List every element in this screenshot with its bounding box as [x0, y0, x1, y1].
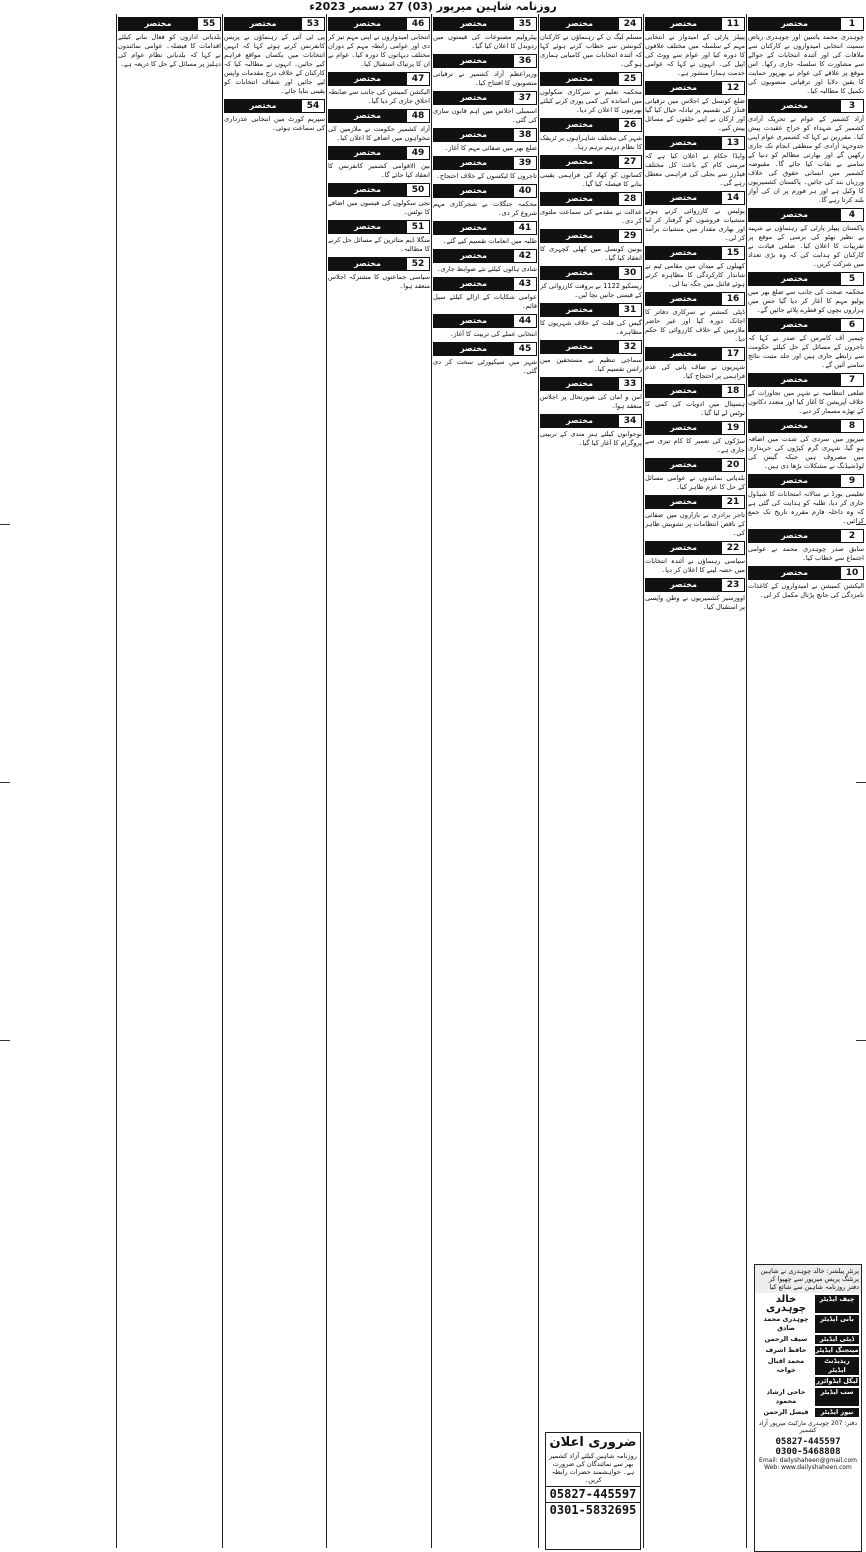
story-tag	[645, 384, 745, 398]
story-number: 51	[406, 221, 429, 233]
story-text: انتخابی امیدواروں نے اپنی مہم تیز کر دی اور عوامی رابطہ مہم کے دوران مختلف دیہاتوں کا دورہ کیا۔ عوام نے ان کا پرتپاک استقبال کیا۔	[328, 33, 430, 68]
story-tag	[540, 377, 642, 391]
story-text: ضلعی انتظامیہ نے شہر میں تجاوزات کے خلاف آپریشن کا آغاز کیا اور متعدد دکانوں کے تھڑے مسمار کر دیے۔	[748, 389, 864, 415]
story-text: تاجروں کا ٹیکسوں کے خلاف احتجاج۔	[436, 172, 537, 180]
story-tag	[433, 184, 537, 198]
story-number: 4	[840, 209, 863, 221]
story-tag	[328, 257, 430, 271]
story-tag	[540, 303, 642, 317]
masthead-printer-line: پرنٹر پبلشر: خالد چوہدری نے شاہین پرنٹنگ پریس میرپور سے چھپوا کر دفتر روزنامہ شاہین سے شائع کیا	[755, 1265, 861, 1293]
story-label: مختصر	[541, 18, 618, 30]
story-label: مختصر	[434, 157, 513, 169]
story-tag	[540, 229, 642, 243]
story-label: مختصر	[749, 420, 840, 432]
story-tag	[540, 414, 642, 428]
staff-role: نیوز ایڈیٹر	[815, 1408, 859, 1417]
story-text: اسمبلی اجلاس میں اہم قانون سازی کی گئی۔	[433, 107, 537, 124]
story-number: 21	[721, 496, 744, 508]
story-tag	[433, 54, 537, 68]
story-tag	[748, 272, 864, 286]
story-text: سپریم کورٹ میں انتخابی عذرداری کی سماعت ہوئی۔	[224, 115, 325, 132]
story-tag	[540, 72, 642, 86]
story-number: 9	[840, 475, 863, 487]
story-text: شادی ہالوں کیلئے نئے ضوابط جاری۔	[436, 265, 537, 273]
story-label: مختصر	[329, 110, 406, 122]
story-label: مختصر	[541, 119, 618, 131]
column-rule	[431, 14, 432, 1548]
story-label: مختصر	[541, 378, 618, 390]
story-tag	[748, 474, 864, 488]
story-number: 10	[840, 567, 863, 579]
story-tag	[328, 17, 430, 31]
story-label: مختصر	[541, 193, 618, 205]
story-tag	[433, 221, 537, 235]
story-label: مختصر	[329, 73, 406, 85]
column-rule	[326, 14, 327, 1548]
story-label: مختصر	[646, 293, 721, 305]
story-text: ڈپٹی کمشنر نے سرکاری دفاتر کا اچانک دورہ کیا اور غیر حاضر ملازمین کے خلاف کارروائی کا حکم دیا۔	[645, 308, 745, 343]
story-tag	[540, 266, 642, 280]
story-number: 44	[513, 315, 536, 327]
story-number: 26	[618, 119, 641, 131]
masthead-staff-row	[757, 1377, 859, 1386]
story-label: مختصر	[329, 18, 406, 30]
story-text: پیٹرولیم مصنوعات کی قیمتوں میں ردوبدل کا اعلان کیا گیا۔	[433, 33, 537, 50]
story-number: 29	[618, 230, 641, 242]
story-tag	[645, 292, 745, 306]
masthead-staff-row	[757, 1357, 859, 1375]
story-label: مختصر	[434, 250, 513, 262]
ad-title: ضروری اعلان	[549, 1435, 637, 1450]
story-label: مختصر	[646, 192, 721, 204]
story-label: مختصر	[329, 147, 406, 159]
staff-role: ڈپٹی ایڈیٹر	[815, 1335, 859, 1344]
story-number: 48	[406, 110, 429, 122]
story-text: بلدیاتی اداروں کو فعال بنانے کیلئے اقدامات کا فیصلہ۔ عوامی نمائندوں نے کہا کہ بلدیاتی نظام عوام کی دہلیز پر مسائل کے حل کا ذریعہ ہے۔	[118, 33, 221, 68]
story-text: بلدیاتی نمائندوں نے عوامی مسائل کے حل کا عزم ظاہر کیا۔	[645, 474, 745, 491]
story-text: اوورسیز کشمیریوں نے وطن واپسی پر استقبال کیا۔	[645, 594, 745, 611]
story-tag	[328, 109, 430, 123]
story-text: وزیراعظم آزاد کشمیر نے ترقیاتی منصوبوں کا افتتاح کیا۔	[433, 70, 537, 87]
column-6	[224, 14, 325, 1548]
story-text: تعلیمی بورڈ نے سالانہ امتحانات کا شیڈول جاری کر دیا، طلبہ کو ہدایت کی گئی ہے کہ وہ داخلہ فارم مقررہ تاریخ تک جمع کرائیں۔	[748, 490, 864, 525]
story-number: 30	[618, 267, 641, 279]
story-number: 11	[721, 18, 744, 30]
story-number: 27	[618, 156, 641, 168]
story-text: سڑکوں کی تعمیر کا کام تیزی سے جاری ہے۔	[645, 437, 745, 454]
story-text: تاجر برادری نے بازاروں میں صفائی کے ناقص انتظامات پر تشویش ظاہر کی۔	[645, 511, 745, 537]
story-tag	[433, 314, 537, 328]
column-rule	[116, 14, 117, 1548]
story-label: مختصر	[434, 18, 513, 30]
story-label: مختصر	[749, 209, 840, 221]
story-number: 17	[721, 348, 744, 360]
story-text: محکمہ جنگلات نے شجرکاری مہم شروع کر دی۔	[433, 200, 537, 217]
story-text: الیکشن کمیشن نے امیدواروں کے کاغذات نامزدگی کی جانچ پڑتال مکمل کر لی۔	[748, 582, 864, 599]
story-text: چوہدری محمد یاسین اور چوہدری ریاض سمیت انتخابی امیدواروں نے کارکنان سے ملاقات کی اور آئندہ انتخابات کے حوالے سے مشاورت کا سلسلہ جاری رکھا۔ اس موقع پر علاقے کی عوام نے بھرپور حمایت کا یقین دلایا اور ترقیاتی منصوبوں کی تکمیل کا مطالبہ کیا۔	[748, 33, 864, 95]
story-tag	[224, 17, 325, 31]
story-label: مختصر	[646, 18, 721, 30]
story-tag	[433, 128, 537, 142]
staff-role: ریذیڈنٹ ایڈیٹر	[815, 1357, 859, 1375]
story-tag	[433, 91, 537, 105]
story-label: مختصر	[646, 82, 721, 94]
story-text: نجی سکولوں کی فیسوں میں اضافے کا نوٹس۔	[328, 199, 430, 216]
story-number: 31	[618, 304, 641, 316]
staff-name: حافظ اشرف	[765, 1346, 807, 1354]
staff-role: سب ایڈیٹر	[815, 1388, 859, 1406]
story-text: آزاد کشمیر کے عوام نے تحریک آزادی کشمیر کے شہداء کو خراج عقیدت پیش کیا۔ مقررین نے کہا کہ کشمیری عوام اپنی جدوجہد آزادی کو منطقی انجام تک جاری رکھیں گے اور بھارتی مظالم کو دنیا کے سامنے بے نقاب کیا جائے گا۔ مقبوضہ کشمیر میں انسانی حقوق کی خلاف ورزیاں بند کی جائیں۔ پاکستان کشمیریوں کا وکیل ہے اور ہر فورم پر ان کی آواز بلند کرتا رہے گا۔	[748, 115, 864, 204]
story-text: چیمبر آف کامرس کے صدر نے کہا کہ تاجروں کے مسائل کے حل کیلئے حکومت سے رابطے جاری ہیں اور جلد مثبت نتائج سامنے آئیں گے۔	[748, 334, 864, 369]
masthead-phone-2: 0300-5468808	[775, 1447, 841, 1457]
story-label: مختصر	[541, 415, 618, 427]
story-label: مختصر	[646, 385, 721, 397]
story-tag	[328, 72, 430, 86]
story-number: 53	[301, 18, 324, 30]
story-text: سیاسی جماعتوں کا مشترکہ اجلاس منعقد ہوا۔	[328, 273, 430, 290]
story-tag	[748, 99, 864, 113]
story-label: مختصر	[749, 530, 840, 542]
story-label: مختصر	[646, 579, 721, 591]
story-label: مختصر	[119, 18, 197, 30]
staff-name	[757, 1377, 815, 1386]
story-tag	[645, 191, 745, 205]
column-rule	[746, 14, 747, 1548]
story-tag	[748, 208, 864, 222]
story-number: 43	[513, 278, 536, 290]
masthead-phone-1: 05827-445597	[775, 1437, 841, 1447]
story-text: پی ٹی آئی کے رہنماؤں نے پریس کانفرنس کرتے ہوئے کہا کہ انہیں انتخابات میں یکساں مواقع فراہم کیے جائیں۔ انہوں نے مطالبہ کیا کہ کارکنان کے خلاف درج مقدمات واپس لیے جائیں اور شفاف انتخابات کو یقینی بنایا جائے۔	[224, 33, 325, 95]
masthead-staff-row	[757, 1346, 859, 1355]
column-2	[645, 14, 745, 1548]
story-label: مختصر	[749, 374, 840, 386]
story-label: مختصر	[749, 18, 840, 30]
column-3	[540, 14, 642, 1548]
story-tag	[748, 566, 864, 580]
story-text: نوجوانوں کیلئے ہنر مندی کے تربیتی پروگرام کا آغاز کیا گیا۔	[540, 430, 642, 447]
story-number: 54	[301, 100, 324, 112]
story-number: 3	[840, 100, 863, 112]
story-number: 13	[721, 137, 744, 149]
story-text: پاکستان پیپلز پارٹی کے رہنماؤں نے شہید بے نظیر بھٹو کی برسی کے موقع پر تقریبات کا اعلان کیا۔ ضلعی قیادت نے کارکنان کو ہدایت کی کہ وہ بڑی تعداد میں شرکت کریں۔	[748, 224, 864, 268]
story-number: 41	[513, 222, 536, 234]
story-tag	[328, 146, 430, 160]
story-number: 18	[721, 385, 744, 397]
story-number: 5	[840, 273, 863, 285]
staff-name: سیف الرحمن	[764, 1335, 808, 1343]
story-number: 14	[721, 192, 744, 204]
story-number: 39	[513, 157, 536, 169]
page-header: روزنامہ شاہین میرپور (03) 27 دسمبر 2023ء	[309, 0, 557, 13]
story-label: مختصر	[434, 343, 513, 355]
story-text: منگلا ڈیم متاثرین کے مسائل حل کرنے کا مطالبہ۔	[328, 236, 430, 253]
ad-text: روزنامہ شاہین کیلئے آزاد کشمیر بھر سے نمائندگان کی ضرورت ہے۔ خواہشمند حضرات رابطہ کریں۔	[549, 1452, 637, 1484]
story-label: مختصر	[646, 247, 721, 259]
masthead-staff-row	[757, 1315, 859, 1333]
staff-name: چوہدری محمد صادق	[763, 1315, 809, 1332]
story-number: 35	[513, 18, 536, 30]
story-text: سیاسی رہنماؤں نے آئندہ انتخابات میں حصہ لینے کا اعلان کر دیا۔	[645, 557, 745, 574]
masthead-staff-row	[757, 1408, 859, 1417]
chief-editor-label: چیف ایڈیٹر	[815, 1295, 859, 1313]
story-label: مختصر	[646, 137, 721, 149]
masthead-staff-row	[757, 1335, 859, 1344]
story-text: ضلع کونسل کے اجلاس میں ترقیاتی فنڈز کی تقسیم پر تبادلہ خیال کیا گیا اور ارکان نے اپنے حلقوں کے مسائل پیش کیے۔	[645, 97, 745, 132]
ad-phone-1: 05827-445597	[546, 1486, 640, 1502]
story-tag	[645, 541, 745, 555]
story-label: مختصر	[749, 273, 840, 285]
chief-editor-name: خالد چوہدری	[765, 1294, 807, 1314]
story-number: 15	[721, 247, 744, 259]
story-label: مختصر	[225, 18, 301, 30]
story-tag	[224, 99, 325, 113]
story-label: مختصر	[541, 156, 618, 168]
column-8	[12, 14, 115, 1548]
story-tag	[540, 118, 642, 132]
story-tag	[540, 192, 642, 206]
story-tag	[328, 220, 430, 234]
story-number: 20	[721, 459, 744, 471]
story-tag	[118, 17, 221, 31]
story-text: بین الاقوامی کشمیر کانفرنس کا انعقاد کیا جائے گا۔	[328, 162, 430, 179]
story-tag	[748, 318, 864, 332]
story-label: مختصر	[329, 221, 406, 233]
story-tag	[540, 340, 642, 354]
story-tag	[433, 277, 537, 291]
story-tag	[645, 17, 745, 31]
story-tag	[645, 136, 745, 150]
column-5	[328, 14, 430, 1548]
story-label: مختصر	[646, 422, 721, 434]
masthead-web: Web: www.dailyshaheen.com	[764, 1464, 852, 1471]
story-text: گیس کی قلت کے خلاف شہریوں کا مظاہرہ۔	[540, 319, 642, 336]
story-tag	[433, 17, 537, 31]
story-number: 50	[406, 184, 429, 196]
ad-phone-2: 0301-5832695	[546, 1502, 640, 1518]
story-number: 36	[513, 55, 536, 67]
column-4	[433, 14, 537, 1548]
masthead-box	[754, 1264, 862, 1552]
story-text: ریسکیو 1122 نے بروقت کارروائی کر کے قیمتی جانیں بچا لیں۔	[540, 282, 642, 299]
story-tag	[748, 373, 864, 387]
story-label: مختصر	[434, 185, 513, 197]
story-label: مختصر	[541, 304, 618, 316]
masthead-chief-row	[757, 1295, 859, 1313]
column-rule	[643, 14, 644, 1548]
story-label: مختصر	[434, 129, 513, 141]
story-text: ہسپتال میں ادویات کی کمی کا نوٹس لے لیا گیا۔	[645, 400, 745, 417]
story-text: انتخابی عملے کی تربیت کا آغاز۔	[449, 330, 537, 338]
story-text: ضلع بھر میں صفائی مہم کا آغاز۔	[444, 144, 537, 152]
story-number: 28	[618, 193, 641, 205]
story-tag	[645, 347, 745, 361]
story-tag	[645, 246, 745, 260]
masthead-address: دفتر: 207 چوہدری مارکیٹ میرپور آزاد کشمیر	[758, 1420, 858, 1434]
story-number: 32	[618, 341, 641, 353]
story-number: 12	[721, 82, 744, 94]
story-label: مختصر	[225, 100, 301, 112]
story-label: مختصر	[329, 184, 406, 196]
story-text: طلبہ میں انعامات تقسیم کیے گئے۔	[442, 237, 537, 245]
story-label: مختصر	[749, 319, 840, 331]
story-number: 22	[721, 542, 744, 554]
story-tag	[433, 249, 537, 263]
story-text: سابق صدر چوہدری محمد نے عوامی اجتماع سے خطاب کیا۔	[748, 545, 864, 562]
story-number: 7	[840, 374, 863, 386]
story-label: مختصر	[434, 278, 513, 290]
story-number: 40	[513, 185, 536, 197]
story-text: کسانوں کو کھاد کی فراہمی یقینی بنانے کا فیصلہ کیا گیا۔	[540, 171, 642, 188]
story-label: مختصر	[646, 348, 721, 360]
story-label: مختصر	[646, 496, 721, 508]
story-text: پولیس نے کارروائی کرتے ہوئے منشیات فروشوں کو گرفتار کر لیا اور بھاری مقدار میں منشیات برآمد کر لی۔	[645, 207, 745, 242]
story-label: مختصر	[329, 258, 406, 270]
story-label: مختصر	[434, 315, 513, 327]
story-text: واپڈا حکام نے اعلان کیا ہے کہ مرمتی کام کے باعث کل مختلف فیڈرز سے بجلی کی فراہمی معطل رہے گی۔	[645, 152, 745, 187]
story-number: 6	[840, 319, 863, 331]
story-tag	[645, 495, 745, 509]
story-label: مختصر	[434, 92, 513, 104]
story-text: شہریوں نے صاف پانی کی عدم فراہمی پر احتجاج کیا۔	[645, 363, 745, 380]
story-text: محکمہ تعلیم نے سرکاری سکولوں میں اساتذہ کی کمی پوری کرنے کیلئے بھرتیوں کا اعلان کر دیا۔	[540, 88, 642, 114]
column-7	[118, 14, 221, 1548]
story-text: شہر کی مختلف شاہراہوں پر ٹریفک کا نظام درہم برہم رہا۔	[540, 134, 642, 151]
masthead-email: Email: dailyshaheen@gmail.com	[759, 1457, 857, 1464]
story-text: کھیلوں کے میدان میں مقامی ٹیم نے شاندار کارکردگی کا مظاہرہ کرتے ہوئے فائنل میں جگہ بنا لی۔	[645, 262, 745, 288]
story-number: 46	[406, 18, 429, 30]
story-number: 8	[840, 420, 863, 432]
story-text: یونین کونسل میں کھلی کچہری کا انعقاد کیا گیا۔	[540, 245, 642, 262]
story-tag	[433, 342, 537, 356]
story-number: 1	[840, 18, 863, 30]
story-number: 24	[618, 18, 641, 30]
story-number: 42	[513, 250, 536, 262]
staff-name: حاجی ارشاد محمود	[766, 1388, 806, 1405]
story-number: 23	[721, 579, 744, 591]
masthead-staff-list	[755, 1315, 861, 1417]
story-number: 19	[721, 422, 744, 434]
story-label: مختصر	[749, 100, 840, 112]
announcement-ad	[545, 1432, 641, 1550]
story-number: 55	[197, 18, 220, 30]
story-tag	[748, 17, 864, 31]
story-label: مختصر	[646, 459, 721, 471]
story-text: امن و امان کی صورتحال پر اجلاس منعقد ہوا۔	[540, 393, 642, 410]
story-label: مختصر	[434, 55, 513, 67]
staff-name: محمد اقبال خواجہ	[767, 1357, 805, 1374]
masthead-staff-row	[757, 1388, 859, 1406]
story-tag	[645, 578, 745, 592]
story-tag	[540, 17, 642, 31]
story-label: مختصر	[646, 542, 721, 554]
story-tag	[645, 421, 745, 435]
story-text: عوامی شکایات کے ازالے کیلئے سیل قائم۔	[433, 293, 537, 310]
story-label: مختصر	[541, 230, 618, 242]
staff-role: بانی ایڈیٹر	[815, 1315, 859, 1333]
story-number: 38	[513, 129, 536, 141]
story-text: الیکشن کمیشن کی جانب سے ضابطہ اخلاق جاری کر دیا گیا۔	[328, 88, 430, 105]
story-label: مختصر	[749, 475, 840, 487]
story-label: مختصر	[541, 341, 618, 353]
story-number: 25	[618, 73, 641, 85]
story-tag	[748, 529, 864, 543]
story-number: 45	[513, 343, 536, 355]
story-text: پیپلز پارٹی کے امیدوار نے انتخابی مہم کے سلسلہ میں مختلف علاقوں کا دورہ کیا اور عوام سے ووٹ کی اپیل کی۔ انہوں نے کہا کہ عوامی خدمت ہمارا منشور ہے۔	[645, 33, 745, 77]
story-tag	[645, 81, 745, 95]
column-rule	[222, 14, 223, 1548]
story-text: میرپور میں سردی کی شدت میں اضافہ ہو گیا، شہری گرم کپڑوں کی خریداری میں مصروف ہیں جبکہ گیس کی لوڈشیڈنگ نے مشکلات بڑھا دی ہیں۔	[748, 435, 864, 470]
story-tag	[433, 156, 537, 170]
story-number: 2	[840, 530, 863, 542]
story-number: 34	[618, 415, 641, 427]
story-number: 37	[513, 92, 536, 104]
story-text: محکمہ صحت کی جانب سے ضلع بھر میں پولیو مہم کا آغاز کر دیا گیا جس میں ہزاروں بچوں کو قطرے پلائے جائیں گے۔	[748, 288, 864, 314]
story-number: 33	[618, 378, 641, 390]
story-tag	[748, 419, 864, 433]
staff-name: فیصل الرحمن	[763, 1408, 809, 1416]
story-number: 16	[721, 293, 744, 305]
story-text: سماجی تنظیم نے مستحقین میں راشن تقسیم کیا۔	[540, 356, 642, 373]
story-label: مختصر	[434, 222, 513, 234]
story-text: آزاد کشمیر حکومت نے ملازمین کی تنخواہوں میں اضافے کا اعلان کیا۔	[328, 125, 430, 142]
story-label: مختصر	[541, 73, 618, 85]
story-number: 47	[406, 73, 429, 85]
story-text: شہر میں سیکیورٹی سخت کر دی گئی۔	[433, 358, 537, 375]
story-number: 52	[406, 258, 429, 270]
story-number: 49	[406, 147, 429, 159]
story-text: مسلم لیگ ن کے رہنماؤں نے کارکنان کنونشن سے خطاب کرتے ہوئے کہا کہ آئندہ انتخابات میں کامیابی ہماری ہو گی۔	[540, 33, 642, 68]
story-label: مختصر	[749, 567, 840, 579]
story-tag	[328, 183, 430, 197]
staff-role: مینجنگ ایڈیٹر	[815, 1346, 859, 1354]
story-tag	[645, 458, 745, 472]
story-label: مختصر	[541, 267, 618, 279]
story-tag	[540, 155, 642, 169]
staff-role: لیگل ایڈوائزر	[816, 1377, 858, 1385]
column-rule	[538, 14, 539, 1548]
story-text: عدالت نے مقدمے کی سماعت ملتوی کر دی۔	[540, 208, 642, 225]
